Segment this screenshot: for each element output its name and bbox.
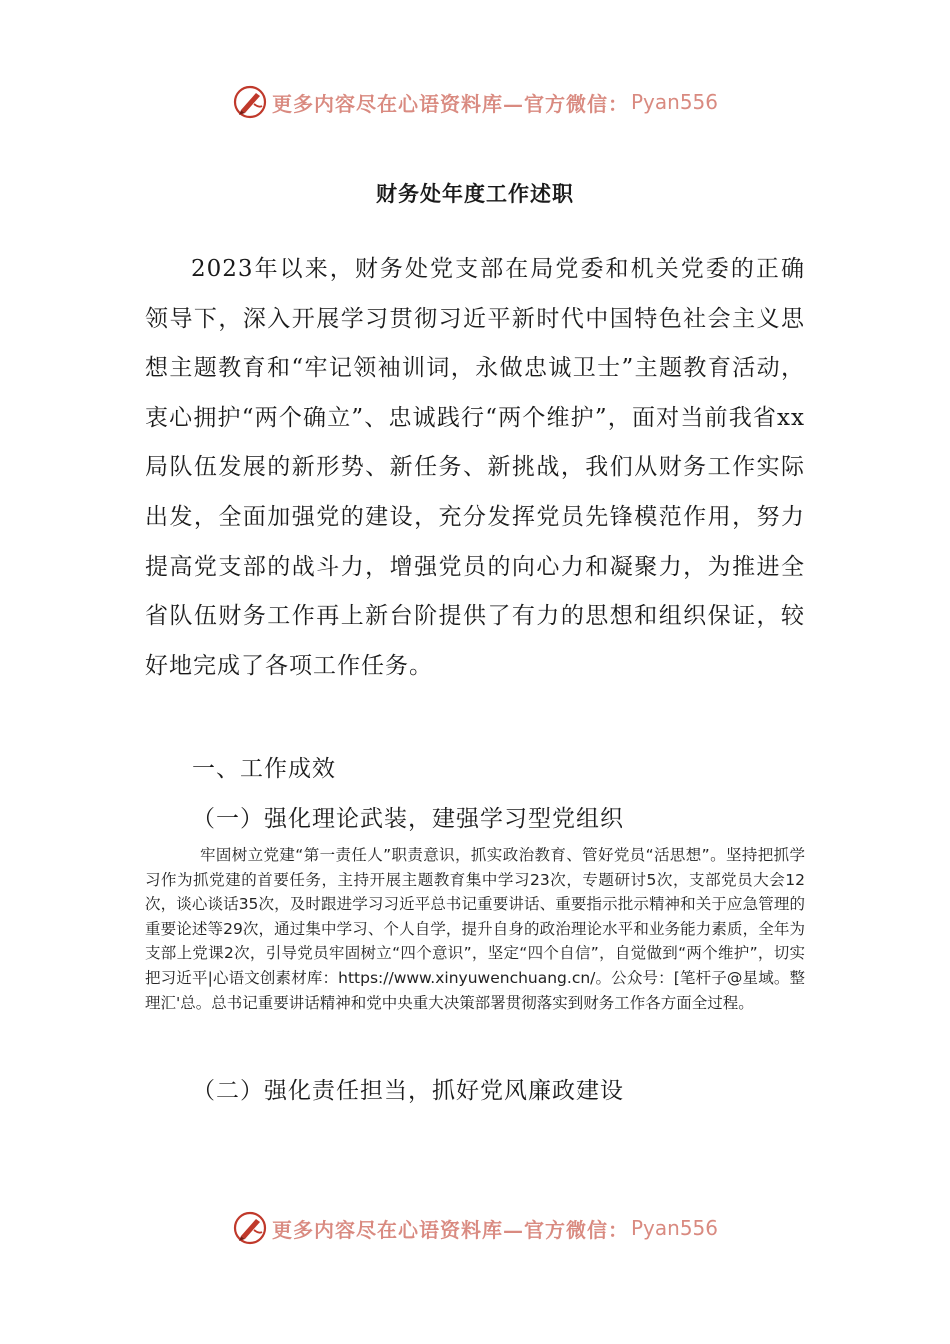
pen-logo-icon: [232, 1210, 268, 1246]
watermark-wechat-id: Pyan556: [630, 90, 718, 114]
watermark-text: 更多内容尽在心语资料库—官方微信：: [271, 91, 629, 116]
watermark-banner-bottom: [0, 1208, 950, 1248]
section-heading: 一、工作成效: [192, 756, 336, 782]
watermark-text: 更多内容尽在心语资料库—官方微信：: [271, 1217, 629, 1242]
subsection-heading-2: （二）强化责任担当，抓好党风廉政建设: [192, 1078, 624, 1104]
pen-logo-icon: [232, 84, 268, 120]
watermark-banner-top: [0, 82, 950, 122]
watermark-wechat-id: Pyan556: [630, 1216, 718, 1240]
subsection-heading-1: （一）强化理论武装，建强学习型党组织: [192, 806, 624, 832]
intro-paragraph: 2023年以来，财务处党支部在局党委和机关党委的正确领导下，深入开展学习贯彻习近平新时代中国特色社会主义思想主题教育和“牢记领袖训词，永做忠诚卫士”主题教育活动，衷心拥护“两个确立”、忠诚践行“两个维护”，面对当前我省xx局队伍发展的新形势、新任务、新挑战，我们从财务工作实际出发，全面加强党的建设，充分发挥党员先锋模范作用，努力提高党支部的战斗力，增强党员的向心力和凝聚力，为推进全省队伍财务工作再上新台阶提供了有力的思想和组织保证，较好地完成了各项工作任务。: [145, 256, 805, 679]
subsection-body-1: 牢固树立党建“第一责任人”职责意识，抓实政治教育、管好党员“活思想”。坚持把抓学习作为抓党建的首要任务，主持开展主题教育集中学习23次，专题研讨5次，支部党员大会12次，谈心谈话35次，及时跟进学习习近平总书记重要讲话、重要指示批示精神和关于应急管理的重要论述等29次，通过集中学习、个人自学，提升自身的政治理论水平和业务能力素质，全年为支部上党课2次，引导党员牢固树立“四个意识”，坚定“四个自信”，自觉做到“两个维护”，切实把习近平|心语文创素材库：https://www.xinyuwenchuang.cn/。公众号：[笔杆子@星域。整理汇'总。总书记重要讲话精神和党中央重大决策部署贯彻落实到财务工作各方面全过程。: [145, 846, 805, 1012]
document-title: 财务处年度工作述职: [376, 181, 574, 206]
